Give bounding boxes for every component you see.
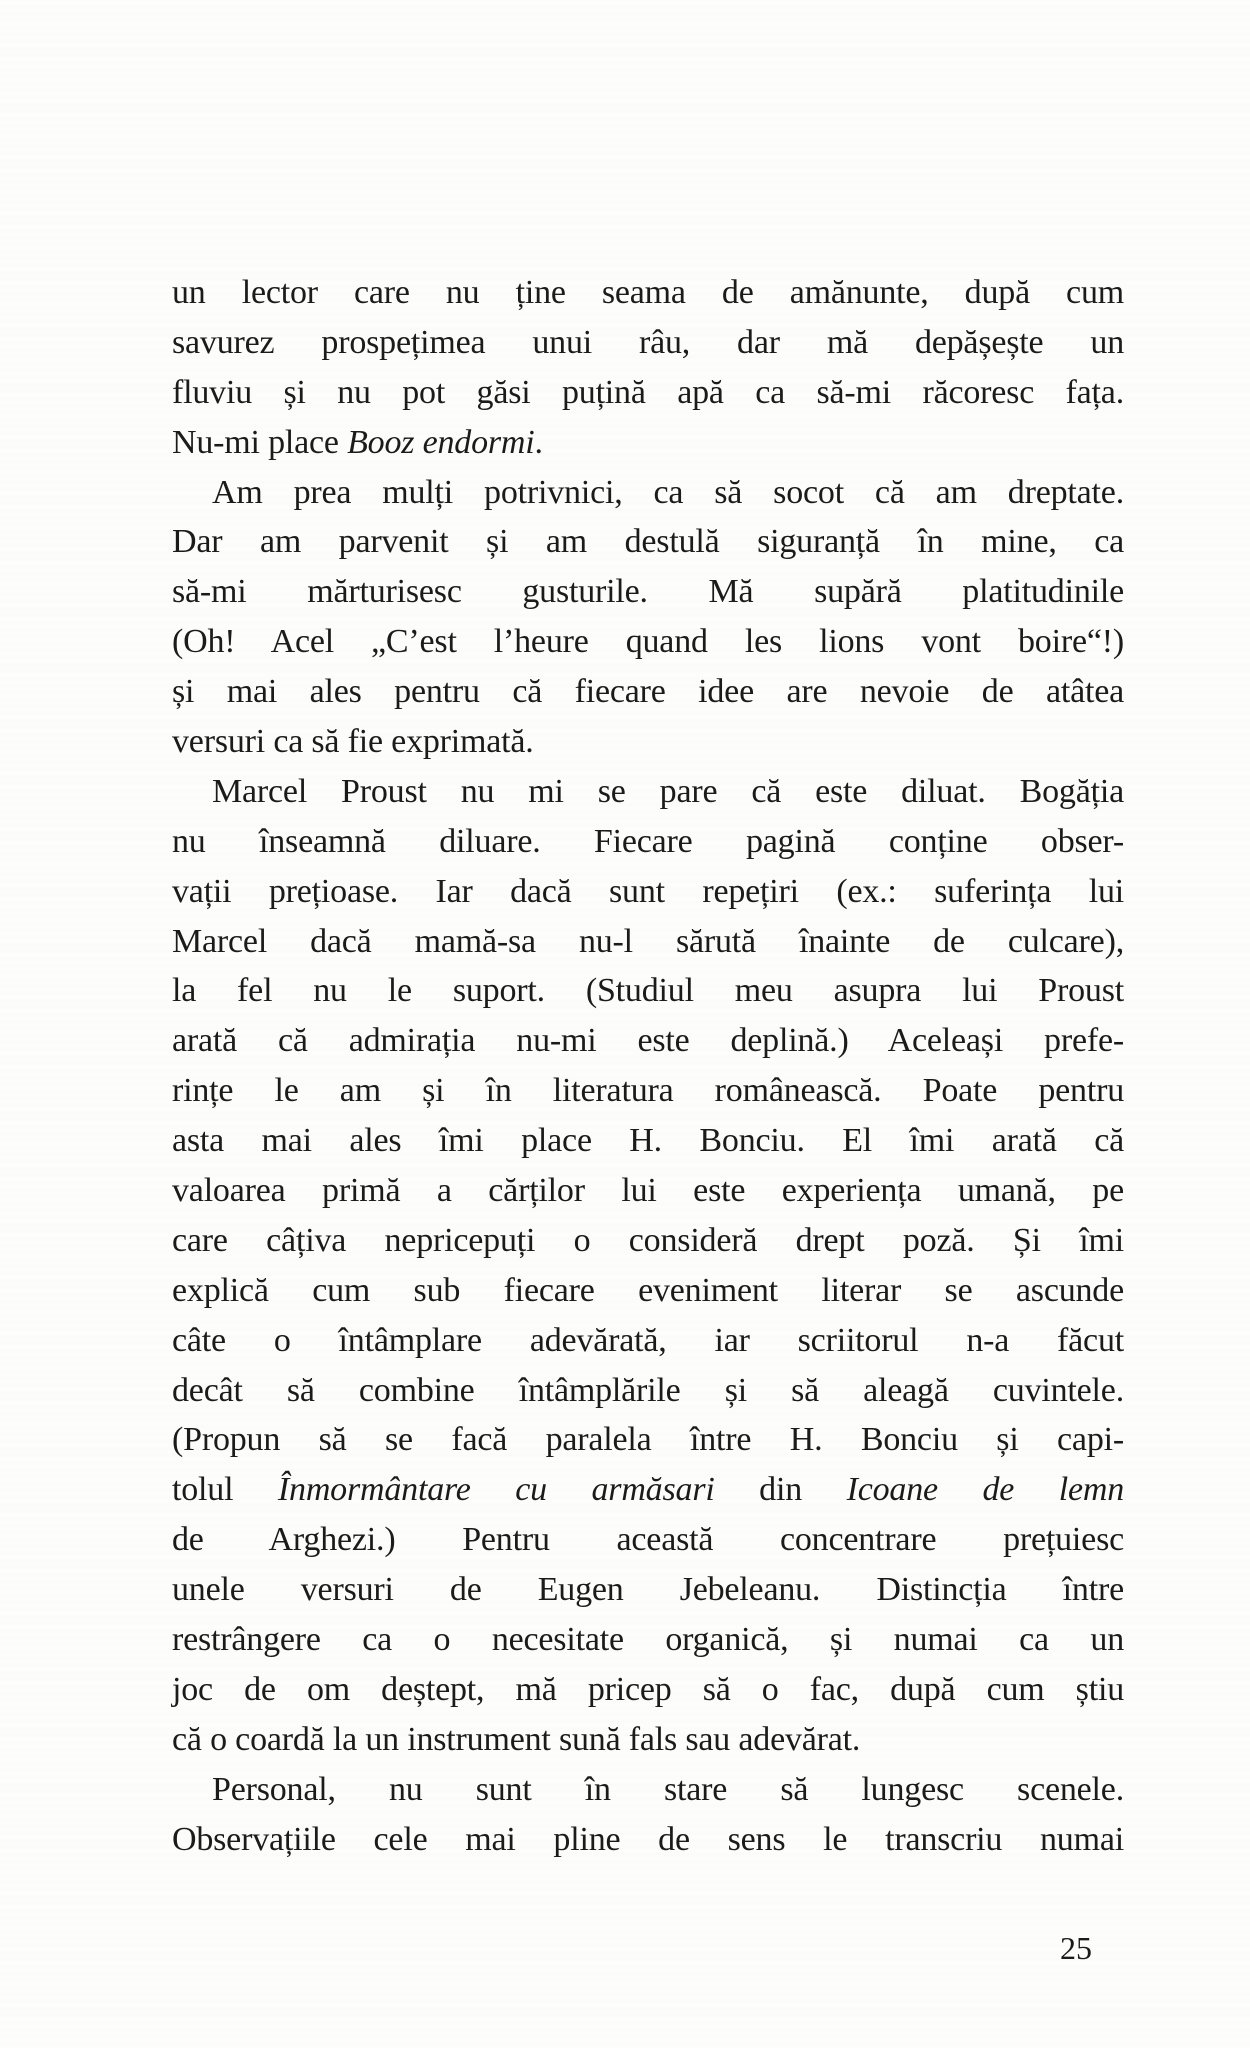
- text-line: [172, 1116, 1124, 1166]
- text-line: [172, 1715, 1124, 1765]
- text-segment: savurez prospețimea unui râu, dar mă depășește un: [172, 323, 1124, 361]
- text-segment: Observațiile cele mai pline de sens le transcriu numai: [172, 1820, 1124, 1858]
- text-segment: din: [714, 1471, 847, 1509]
- text-line: [172, 1066, 1124, 1116]
- text-segment: Personal, nu sunt în stare să lungesc scenele.: [212, 1770, 1124, 1808]
- text-segment: (Propun să se facă paralela între H. Bonciu și capi-: [172, 1421, 1124, 1459]
- text-line: [172, 767, 1124, 817]
- text-segment: Marcel dacă mamă-sa nu-l sărută înainte de culcare),: [172, 922, 1124, 960]
- text-line: [172, 867, 1124, 917]
- text-segment: Marcel Proust nu mi se pare că este diluat. Bogăția: [212, 772, 1124, 810]
- text-line: [172, 717, 1124, 767]
- text-line: [172, 418, 1124, 468]
- text-segment: un lector care nu ține seama de amănunte, după cum: [172, 274, 1124, 311]
- text-line: [172, 268, 1124, 318]
- text-segment: unele versuri de Eugen Jebeleanu. Distincția între: [172, 1571, 1124, 1609]
- text-segment: rințe le am și în literatura românească. Poate pentru: [172, 1072, 1124, 1110]
- italic-text-segment: Icoane de lemn: [846, 1471, 1124, 1509]
- text-line: [172, 1565, 1124, 1615]
- text-line: [172, 318, 1124, 368]
- text-segment: decât să combine întâmplările și să aleagă cuvintele.: [172, 1371, 1124, 1409]
- page-text-block: [172, 268, 1124, 1865]
- text-line: [172, 1465, 1124, 1515]
- text-segment: la fel nu le suport. (Studiul meu asupra lui Proust: [172, 972, 1124, 1010]
- text-line: [172, 667, 1124, 717]
- text-line: [172, 1366, 1124, 1416]
- italic-text-segment: Booz endormi: [347, 423, 535, 461]
- text-line: [172, 817, 1124, 867]
- text-line: [172, 1615, 1124, 1665]
- text-segment: versuri ca să fie exprimată.: [172, 723, 534, 761]
- text-line: [172, 1815, 1124, 1865]
- text-segment: tolul: [172, 1471, 278, 1509]
- text-segment: Dar am parvenit și am destulă siguranță în mine, ca: [172, 523, 1124, 561]
- text-segment: .: [534, 423, 543, 461]
- text-segment: de Arghezi.) Pentru această concentrare prețuiesc: [172, 1521, 1124, 1559]
- text-line: [172, 1765, 1124, 1815]
- text-line: [172, 368, 1124, 418]
- text-segment: vații prețioase. Iar dacă sunt repețiri (ex.: suferința lui: [172, 872, 1124, 910]
- text-segment: arată că admirația nu-mi este deplină.) Aceleași prefe-: [172, 1022, 1124, 1060]
- italic-text-segment: Înmormântare cu armăsari: [277, 1471, 715, 1509]
- text-segment: (Oh! Acel „C’est l’heure quand les lions vont boire“!): [172, 623, 1124, 661]
- text-segment: câte o întâmplare adevărată, iar scriitorul n-a făcut: [172, 1321, 1124, 1359]
- text-segment: că o coardă la un instrument sună fals sau adevărat.: [172, 1720, 861, 1758]
- text-segment: Nu-mi place: [172, 423, 348, 461]
- text-segment: joc de om deștept, mă pricep să o fac, după cum știu: [172, 1670, 1124, 1708]
- text-line: [172, 1415, 1124, 1465]
- text-segment: explică cum sub fiecare eveniment literar se ascunde: [172, 1271, 1124, 1309]
- text-line: [172, 617, 1124, 667]
- text-segment: care câțiva nepricepuți o consideră drept poză. Și îmi: [172, 1221, 1124, 1259]
- text-segment: fluviu și nu pot găsi puțină apă ca să-mi răcoresc fața.: [172, 373, 1124, 411]
- text-segment: nu înseamnă diluare. Fiecare pagină conține obser-: [172, 822, 1124, 860]
- text-segment: valoarea primă a cărților lui este experiența umană, pe: [172, 1172, 1124, 1210]
- text-line: [172, 1515, 1124, 1565]
- page-number: 25: [1060, 1930, 1092, 1966]
- text-line: [172, 1216, 1124, 1266]
- text-segment: Am prea mulți potrivnici, ca să socot că am dreptate.: [212, 473, 1124, 511]
- text-line: [172, 1316, 1124, 1366]
- text-line: [172, 468, 1124, 518]
- text-segment: asta mai ales îmi place H. Bonciu. El îmi arată că: [172, 1122, 1124, 1160]
- text-segment: să-mi mărturisesc gusturile. Mă supără platitudinile: [172, 573, 1124, 611]
- text-segment: restrângere ca o necesitate organică, și numai ca un: [172, 1621, 1124, 1659]
- text-segment: și mai ales pentru că fiecare idee are nevoie de atâtea: [172, 673, 1124, 711]
- text-line: [172, 1016, 1124, 1066]
- text-line: [172, 966, 1124, 1016]
- text-line: [172, 517, 1124, 567]
- text-line: [172, 1665, 1124, 1715]
- text-line: [172, 917, 1124, 967]
- text-line: [172, 567, 1124, 617]
- text-line: [172, 1266, 1124, 1316]
- text-line: [172, 1166, 1124, 1216]
